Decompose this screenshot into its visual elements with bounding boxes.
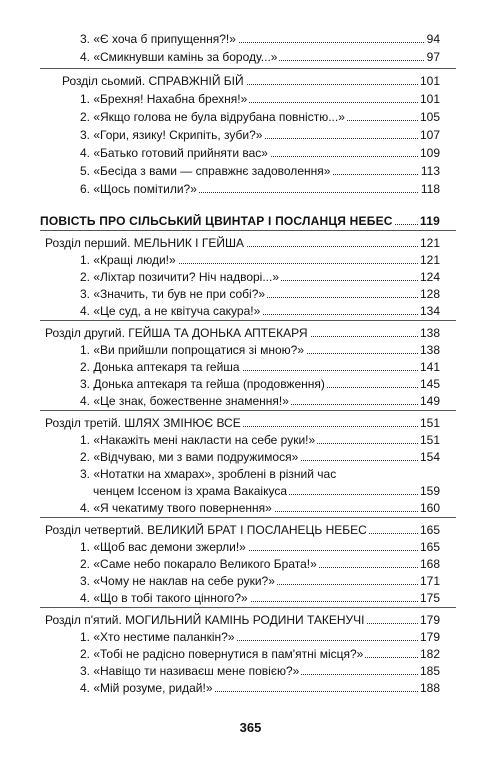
toc-chapter	[45, 236, 440, 250]
entry-title: 2. «Тобі не радісно повернутися в пам'ятні місця?»	[80, 647, 364, 661]
entry-page: 171	[419, 574, 440, 588]
entry-title: 6. «Щось помітили?»	[80, 182, 197, 196]
toc-chapter	[45, 416, 440, 430]
entry-title: 2. «Ліхтар позичити? Ніч надворі...»	[80, 270, 280, 284]
entry-page: 94	[426, 32, 440, 46]
toc-entry	[80, 32, 440, 46]
chapter-title: Розділ другий. ГЕЙША ТА ДОНЬКА АПТЕКАРЯ	[45, 326, 308, 340]
entry-page: 165	[419, 540, 440, 554]
toc-entry	[80, 377, 440, 391]
entry-page: 101	[419, 74, 440, 88]
entry-page: 175	[419, 591, 440, 605]
entry-title: 4. «Батько готовий прийняти вас»	[80, 146, 268, 160]
entry-title: ченцем Іссеном із храма Вакаікуса	[93, 484, 288, 498]
toc-entry	[80, 647, 440, 661]
entry-title: 1. «Хто нестиме паланкін?»	[80, 630, 235, 644]
entry-page: 179	[419, 630, 440, 644]
toc-book-title	[40, 214, 440, 228]
entry-page: 145	[419, 377, 440, 391]
section-divider	[40, 517, 456, 518]
entry-title: 2. «Відчуваю, ми з вами подружимося»	[80, 450, 299, 464]
entry-title: 3. «Є хоча б припущення?!»	[80, 32, 236, 46]
entry-page: 154	[419, 450, 440, 464]
toc-entry	[80, 433, 440, 447]
chapter-title: Розділ сьомий. СПРАВЖНІЙ БІЙ	[62, 74, 244, 88]
entry-page: 109	[419, 146, 440, 160]
toc-chapter	[45, 523, 440, 537]
toc-entry	[80, 287, 440, 301]
chapter-title: Розділ п'ятий. МОГИЛЬНИЙ КАМІНЬ РОДИНИ ТАКЕНУЧІ	[45, 613, 365, 627]
entry-title: 2. «Якщо голова не була відрубана повністю...»	[80, 110, 345, 124]
chapter-title: Розділ перший. МЕЛЬНИК І ГЕЙША	[45, 236, 244, 250]
toc-entry	[80, 591, 440, 605]
entry-title: 3. «Навіщо ти називаєш мене повією?»	[80, 664, 300, 678]
entry-title: 3. «Гори, язику! Скрипіть, зуби?»	[80, 128, 263, 142]
entry-title: 4. «Смикнувши камінь за бороду...»	[80, 50, 278, 64]
toc-entry	[80, 164, 440, 178]
toc-entry-continuation	[93, 484, 440, 498]
toc-entry	[80, 540, 440, 554]
entry-title: 2. Донька аптекаря та гейша	[80, 360, 240, 374]
toc-entry	[80, 450, 440, 464]
entry-page: 168	[419, 557, 440, 571]
entry-title: 3. «Нотатки на хмарах», зроблені в різний час	[80, 467, 337, 481]
entry-title: 1. «Накажіть мені накласти на себе руки!»	[80, 433, 316, 447]
toc-entry	[80, 467, 440, 481]
entry-title: 4. «Це суд, а не квітуча сакура!»	[80, 304, 261, 318]
entry-title: 1. «Щоб вас демони зжерли!»	[80, 540, 246, 554]
entry-page: 165	[419, 523, 440, 537]
entry-page: 121	[419, 253, 440, 267]
entry-page: 138	[419, 343, 440, 357]
entry-title: 4. «Я чекатиму твого повернення»	[80, 501, 272, 515]
entry-title: 3. Донька аптекаря та гейша (продовження)	[80, 377, 325, 391]
toc-entry	[80, 128, 440, 142]
toc-entry	[80, 501, 440, 515]
chapter-title: Розділ третій. ШЛЯХ ЗМІНЮЄ ВСЕ	[45, 416, 241, 430]
entry-title: 4. «Мій розуме, ридай!»	[80, 681, 213, 695]
entry-title: 3. «Значить, ти був не при собі?»	[80, 287, 266, 301]
section-divider	[40, 230, 456, 231]
entry-page: 113	[420, 164, 440, 178]
entry-page: 141	[419, 360, 440, 374]
entry-page: 97	[426, 50, 440, 64]
entry-page: 182	[419, 647, 440, 661]
entry-page: 105	[419, 110, 440, 124]
entry-page: 160	[419, 501, 440, 515]
entry-page: 124	[419, 270, 440, 284]
toc-entry	[80, 557, 440, 571]
chapter-title: Розділ четвертий. ВЕЛИКИЙ БРАТ І ПОСЛАНЕЦЬ НЕБЕС	[45, 523, 367, 537]
entry-title: 3. «Чому не наклав на себе руки?»	[80, 574, 275, 588]
toc-entry	[80, 92, 440, 106]
entry-page: 119	[420, 214, 440, 228]
toc-entry	[80, 394, 440, 408]
entry-page: 118	[420, 182, 440, 196]
section-divider	[40, 320, 456, 321]
toc-entry	[80, 630, 440, 644]
entry-page: 185	[419, 664, 440, 678]
section-divider	[40, 607, 456, 608]
entry-page: 151	[419, 416, 440, 430]
entry-title: 1. «Брехня! Нахабна брехня!»	[80, 92, 248, 106]
toc-entry	[80, 343, 440, 357]
toc-entry	[80, 270, 440, 284]
toc-entry	[80, 253, 440, 267]
toc-chapter	[45, 613, 440, 627]
toc-entry	[80, 574, 440, 588]
entry-page: 101	[419, 92, 440, 106]
toc-entry	[80, 360, 440, 374]
entry-title: 1. «Кращі люди!»	[80, 253, 176, 267]
book-title: ПОВІСТЬ ПРО СІЛЬСЬКИЙ ЦВИНТАР І ПОСЛАНЦЯ НЕБЕС	[40, 214, 393, 228]
entry-title: 5. «Бесіда з вами — справжнє задоволення»	[80, 164, 331, 178]
page-number: 365	[239, 720, 262, 735]
toc-entry	[80, 110, 440, 124]
entry-page: 179	[419, 613, 440, 627]
toc-chapter	[62, 74, 440, 88]
toc-entry	[80, 304, 440, 318]
entry-page: 188	[419, 681, 440, 695]
entry-page: 128	[419, 287, 440, 301]
entry-title: 4. «Це знак, божественне знамення!»	[80, 394, 289, 408]
toc-entry	[80, 681, 440, 695]
entry-page: 151	[419, 433, 440, 447]
entry-page: 134	[419, 304, 440, 318]
entry-title: 4. «Що в тобі такого цінного?»	[80, 591, 248, 605]
section-divider	[40, 68, 456, 69]
entry-page: 138	[419, 326, 440, 340]
entry-page: 159	[419, 484, 440, 498]
entry-title: 2. «Саме небо покарало Великого Брата!»	[80, 557, 317, 571]
entry-page: 107	[419, 128, 440, 142]
toc-entry	[80, 146, 440, 160]
entry-title: 1. «Ви прийшли попрощатися зі мною?»	[80, 343, 305, 357]
toc-entry	[80, 50, 440, 64]
entry-page: 149	[419, 394, 440, 408]
toc-chapter	[45, 326, 440, 340]
toc-entry	[80, 664, 440, 678]
toc-entry	[80, 182, 440, 196]
entry-page: 121	[419, 236, 440, 250]
section-divider	[40, 410, 456, 411]
